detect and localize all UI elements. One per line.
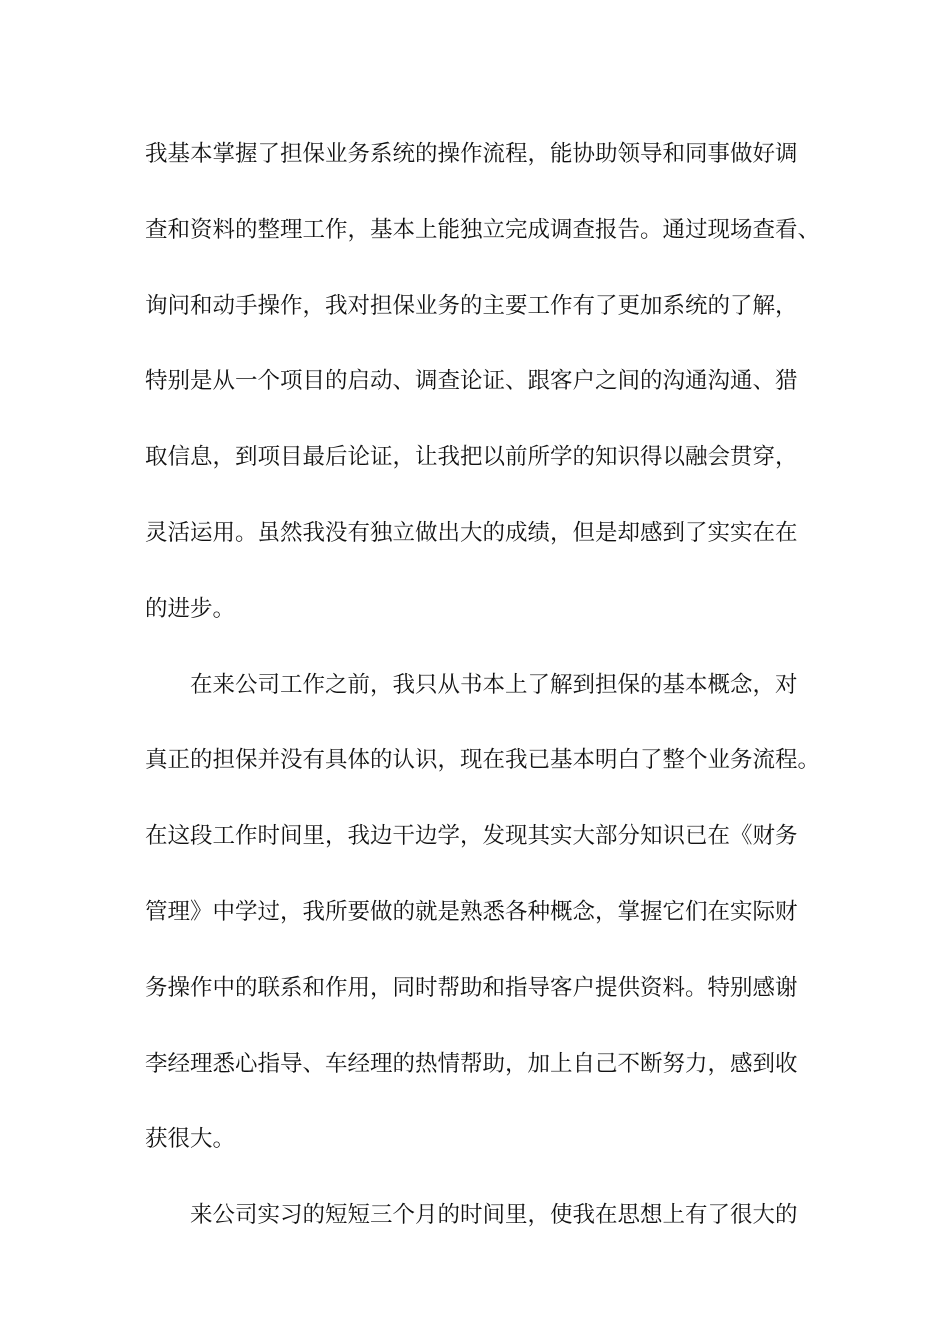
text-line: 的进步。 [145,595,236,622]
paragraph-first-line: 在来公司工作之前，我只从书本上了解到担保的基本概念，对 [190,671,798,698]
text-line: 真正的担保并没有具体的认识，现在我已基本明白了整个业务流程。 [145,747,821,774]
text-line: 查和资料的整理工作，基本上能独立完成调查报告。通过现场查看、 [145,216,821,243]
text-line: 特别是从一个项目的启动、调查论证、跟客户之间的沟通沟通、猎 [145,368,798,395]
text-line: 灵活运用。虽然我没有独立做出大的成绩，但是却感到了实实在在 [145,519,798,546]
text-line: 获很大。 [145,1126,236,1153]
text-line: 李经理悉心指导、车经理的热情帮助，加上自己不断努力，感到收 [145,1050,798,1077]
document-body [145,135,825,1272]
text-line: 务操作中的联系和作用，同时帮助和指导客户提供资料。特别感谢 [145,974,798,1001]
text-line: 管理》中学过，我所要做的就是熟悉各种概念，掌握它们在实际财 [145,898,798,925]
paragraph-first-line: 来公司实习的短短三个月的时间里，使我在思想上有了很大的 [190,1202,798,1229]
text-line: 询问和动手操作，我对担保业务的主要工作有了更加系统的了解， [145,292,798,319]
text-line: 取信息，到项目最后论证，让我把以前所学的知识得以融会贯穿， [145,444,798,471]
text-line: 在这段工作时间里，我边干边学，发现其实大部分知识已在《财务 [145,823,798,850]
text-line: 我基本掌握了担保业务系统的操作流程，能协助领导和同事做好调 [145,141,798,167]
